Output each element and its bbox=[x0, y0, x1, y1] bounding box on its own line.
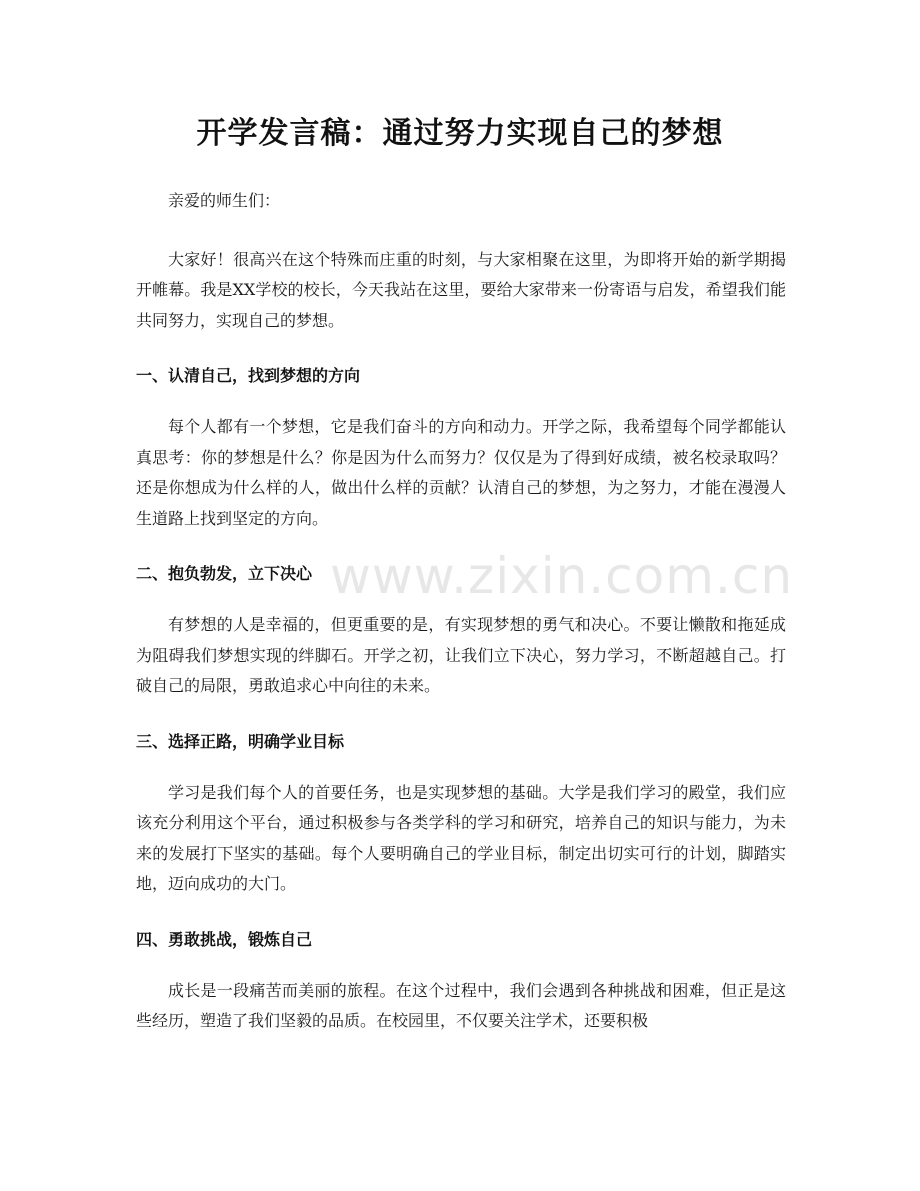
document-body bbox=[136, 186, 786, 1065]
section-paragraph: 每个人都有一个梦想，它是我们奋斗的方向和动力。开学之际，我希望每个同学都能认真思考：你的梦想是什么？你是因为什么而努力？仅仅是为了得到好成绩，被名校录取吗？还是你想成为什么样的人，做出什么样的贡献？认清自己的梦想，为之努力，才能在漫漫人生道路上找到坚定的方向。 bbox=[136, 417, 786, 528]
section-paragraph: 成长是一段痛苦而美丽的旅程。在这个过程中，我们会遇到各种挑战和困难，但正是这些经历，塑造了我们坚毅的品质。在校园里，不仅要关注学术，还要积极 bbox=[136, 980, 786, 1030]
section-2 bbox=[136, 562, 786, 702]
section-heading: 三、选择正路，明确学业目标 bbox=[136, 731, 345, 751]
intro-paragraph: 大家好！很高兴在这个特殊而庄重的时刻，与大家相聚在这里，为即将开始的新学期揭开帷幕。我是XX学校的校长，今天我站在这里，要给大家带来一份寄语与启发，希望我们能共同努力，实现自己的梦想。 bbox=[136, 249, 786, 330]
section-paragraph: 学习是我们每个人的首要任务，也是实现梦想的基础。大学是我们学习的殿堂，我们应该充分利用这个平台，通过积极参与各类学科的学习和研究，培养自己的知识与能力，为未来的发展打下坚实的基础。每个人要明确自己的学业目标，制定出切实可行的计划，脚踏实地，迈向成功的大门。 bbox=[136, 782, 786, 893]
document-title: 开学发言稿：通过努力实现自己的梦想 bbox=[196, 116, 724, 151]
section-heading: 一、认清自己，找到梦想的方向 bbox=[136, 366, 361, 385]
section-heading: 二、抱负勃发，立下决心 bbox=[136, 564, 313, 583]
watermark-text: www.zixin.com.cn bbox=[330, 547, 794, 605]
greeting: 亲爱的师生们： bbox=[168, 191, 281, 210]
section-1 bbox=[136, 364, 786, 534]
section-heading: 四、勇敢挑战，锻炼自己 bbox=[136, 929, 313, 949]
section-4 bbox=[136, 928, 786, 1037]
section-3 bbox=[136, 730, 786, 900]
section-paragraph: 有梦想的人是幸福的，但更重要的是，有实现梦想的勇气和决心。不要让懒散和拖延成为阻碍我们梦想实现的绊脚石。开学之初，让我们立下决心，努力学习，不断超越自己。打破自己的局限，勇敢追求心中向往的未来。 bbox=[136, 615, 786, 695]
